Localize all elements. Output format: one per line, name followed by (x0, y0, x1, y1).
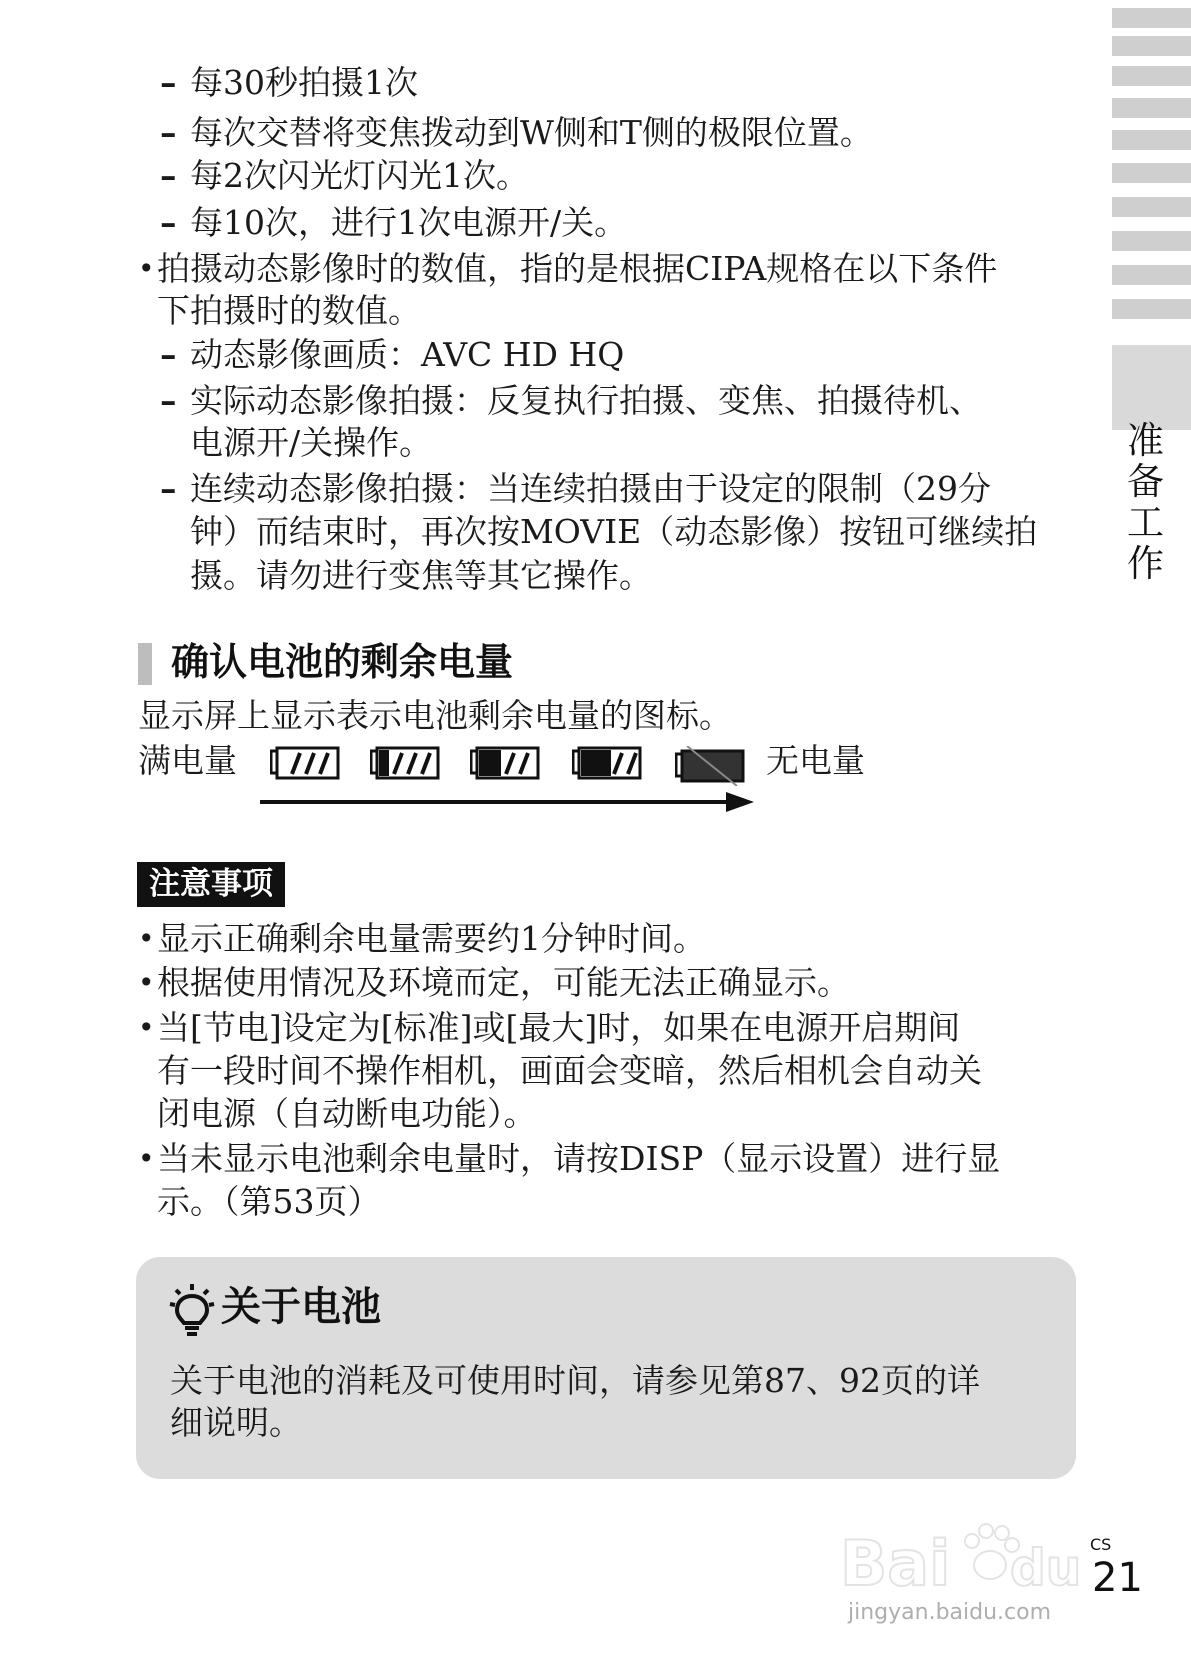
bullet: • (138, 1142, 155, 1175)
note-item-continuation: 闭电源（自动断电功能）。 (157, 1094, 537, 1133)
battery-two-thirds-icon (370, 746, 440, 782)
battery-full-icon (270, 746, 340, 782)
paragraph-line: 下拍摄时的数值。 (157, 291, 421, 330)
svg-text:Bai: Bai (840, 1527, 951, 1600)
tab-bar (1112, 163, 1191, 183)
note-item-continuation: 有一段时间不操作相机，画面会变暗，然后相机会自动关 (157, 1051, 982, 1090)
list-item: 每30秒拍摄1次 (190, 63, 418, 102)
section-heading: 确认电池的剩余电量 (171, 640, 514, 684)
tab-bar (1112, 265, 1191, 285)
list-item: 每2次闪光灯闪光1次。 (190, 156, 529, 195)
tab-bar (1112, 98, 1191, 118)
tab-bar (1112, 36, 1191, 56)
lightbulb-icon (168, 1282, 216, 1338)
note-item: 当未显示电池剩余电量时，请按DISP（显示设置）进行显 (157, 1139, 1001, 1178)
battery-empty-icon (675, 746, 745, 786)
dash-marker: – (160, 156, 177, 195)
tab-bar (1112, 8, 1191, 28)
tab-active (1112, 345, 1191, 430)
note-item: 根据使用情况及环境而定，可能无法正确显示。 (157, 963, 850, 1002)
tab-bar (1112, 231, 1191, 251)
no-charge-label: 无电量 (766, 741, 865, 780)
bullet: • (138, 1011, 155, 1044)
battery-one-third-icon (470, 746, 540, 782)
bullet: • (138, 922, 155, 955)
dash-marker: – (160, 469, 177, 508)
heading-marker (138, 643, 152, 685)
language-code: CS (1090, 1535, 1112, 1554)
notes-label: 注意事项 (137, 862, 285, 907)
battery-low-icon (572, 746, 642, 782)
tip-text: 关于电池的消耗及可使用时间，请参见第87、92页的详 (170, 1361, 980, 1400)
dash-marker: – (160, 63, 177, 102)
note-item: 显示正确剩余电量需要约1分钟时间。 (157, 919, 706, 958)
list-item: 实际动态影像拍摄：反复执行拍摄、变焦、拍摄待机、 (190, 381, 982, 420)
side-tab-label (1125, 420, 1169, 584)
dash-marker: – (160, 113, 177, 152)
list-item: 连续动态影像拍摄：当连续拍摄由于设定的限制（29分 (190, 469, 991, 508)
list-item: 每10次，进行1次电源开/关。 (190, 203, 628, 242)
page-number: 21 (1092, 1555, 1143, 1601)
dash-marker: – (160, 203, 177, 242)
section-description: 显示屏上显示表示电池剩余电量的图标。 (138, 696, 732, 735)
list-item-continuation: 电源开/关操作。 (190, 423, 433, 462)
full-charge-label: 满电量 (138, 741, 237, 780)
tab-bar (1112, 197, 1191, 217)
depletion-arrow (258, 790, 758, 814)
tab-bar (1112, 66, 1191, 86)
bullet: • (138, 252, 155, 285)
note-item-continuation: 示。（第53页） (157, 1182, 381, 1221)
watermark-url: jingyan.baidu.com (848, 1600, 1052, 1625)
dash-marker: – (160, 335, 177, 374)
svg-text:du: du (1010, 1539, 1082, 1597)
list-item: 动态影像画质：AVC HD HQ (190, 335, 625, 374)
side-tab-text: 准备工作 (1127, 419, 1164, 585)
note-item: 当[节电]设定为[标准]或[最大]时，如果在电源开启期间 (157, 1008, 961, 1047)
list-item-continuation: 摄。请勿进行变焦等其它操作。 (190, 556, 652, 595)
list-item: 每次交替将变焦拨动到W侧和T侧的极限位置。 (190, 113, 873, 152)
tab-bar (1112, 130, 1191, 150)
tip-title: 关于电池 (221, 1284, 381, 1330)
bullet: • (138, 966, 155, 999)
list-item-continuation: 钟）而结束时，再次按MOVIE（动态影像）按钮可继续拍 (190, 512, 1038, 551)
paragraph-line: 拍摄动态影像时的数值，指的是根据CIPA规格在以下条件 (157, 249, 998, 288)
dash-marker: – (160, 381, 177, 420)
tab-bar (1112, 299, 1191, 319)
tip-text-continuation: 细说明。 (170, 1403, 302, 1442)
